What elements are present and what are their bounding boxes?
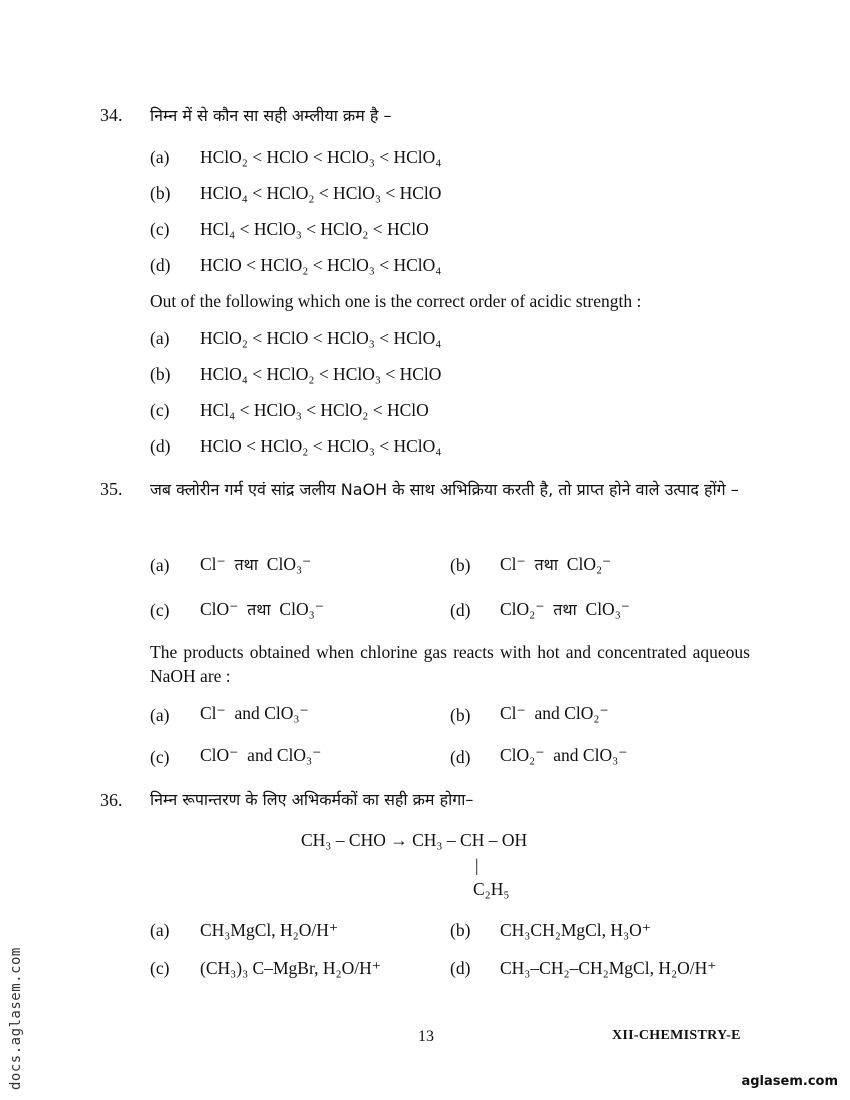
question-text-hindi: निम्न में से कौन सा सही अम्लीया क्रम है – (150, 106, 392, 125)
reaction-arrow: → (390, 830, 408, 850)
question-number: 35. (100, 479, 123, 499)
option-label: (b) (450, 920, 471, 940)
option-label: (b) (150, 183, 171, 203)
option-text: ClO⁻ तथा ClO₃⁻ (200, 599, 324, 619)
option-label: (a) (150, 147, 170, 167)
option-text: HClO₂ < HClO < HClO₃ < HClO₄ (200, 147, 442, 167)
option-text: HCl₄ < HClO₃ < HClO₂ < HClO (200, 400, 429, 420)
option-text: Cl⁻ and ClO₂⁻ (500, 703, 609, 723)
question-number: 36. (100, 790, 123, 810)
option-text: ClO⁻ and ClO₃⁻ (200, 745, 322, 765)
watermark: aglasem.com (741, 1074, 838, 1089)
option-label: (a) (150, 328, 170, 348)
option-text: CH₃MgCl, H₂O/H⁺ (200, 920, 339, 940)
reaction-equation (301, 830, 527, 851)
side-url-text: docs.aglasem.com (8, 947, 24, 1090)
option-label: (d) (150, 436, 171, 456)
paper-code: XII-CHEMISTRY-E (612, 1028, 741, 1043)
option-label: (c) (150, 958, 170, 978)
question-text-hindi: जब क्लोरीन गर्म एवं सांद्र जलीय NaOH के साथ अभिक्रिया करती है, तो प्राप्त होने वाले उत्पाद होंगे – (150, 480, 739, 499)
option-text: Cl⁻ तथा ClO₃⁻ (200, 554, 312, 574)
option-text: CH₃–CH₂–CH₂MgCl, H₂O/H⁺ (500, 958, 717, 978)
question-number: 34. (100, 105, 123, 125)
option-text: ClO₂⁻ and ClO₃⁻ (500, 745, 628, 765)
option-label: (a) (150, 705, 170, 725)
option-label: (d) (450, 600, 471, 620)
question-text-hindi: निम्न रूपान्तरण के लिए अभिकर्मकों का सही क्रम होगा– (150, 790, 474, 809)
option-label: (a) (150, 555, 170, 575)
option-text: HClO < HClO₂ < HClO₃ < HClO₄ (200, 436, 442, 456)
option-text: Cl⁻ तथा ClO₂⁻ (500, 554, 612, 574)
option-label: (b) (450, 555, 471, 575)
option-label: (d) (450, 958, 471, 978)
option-text: HClO₂ < HClO < HClO₃ < HClO₄ (200, 328, 442, 348)
option-label: (c) (150, 747, 170, 767)
option-label: (d) (450, 747, 471, 767)
option-label: (c) (150, 400, 170, 420)
option-text: HCl₄ < HClO₃ < HClO₂ < HClO (200, 219, 429, 239)
option-label: (b) (450, 705, 471, 725)
question-text-english: Out of the following which one is the correct order of acidic strength : (150, 291, 642, 311)
page-number: 13 (418, 1028, 434, 1045)
substituent-group: C₂H₅ (473, 879, 510, 899)
option-text: CH₃CH₂MgCl, H₃O⁺ (500, 920, 652, 940)
option-text: HClO < HClO₂ < HClO₃ < HClO₄ (200, 255, 442, 275)
question-text-english: The products obtained when chlorine gas reacts with hot and concentrated aqueous NaOH are : (150, 642, 750, 686)
option-label: (b) (150, 364, 171, 384)
option-text: (CH₃)₃ C–MgBr, H₂O/H⁺ (200, 958, 381, 978)
option-label: (d) (150, 255, 171, 275)
reactant: CH₃ – CHO (301, 830, 386, 850)
option-label: (a) (150, 920, 170, 940)
option-text: Cl⁻ and ClO₃⁻ (200, 703, 309, 723)
option-label: (c) (150, 600, 170, 620)
option-label: (c) (150, 219, 170, 239)
option-text: HClO₄ < HClO₂ < HClO₃ < HClO (200, 364, 442, 384)
product: CH₃ – CH – OH (412, 830, 528, 850)
option-text: HClO₄ < HClO₂ < HClO₃ < HClO (200, 183, 442, 203)
bond-line: | (475, 855, 479, 875)
option-text: ClO₂⁻ तथा ClO₃⁻ (500, 599, 631, 619)
